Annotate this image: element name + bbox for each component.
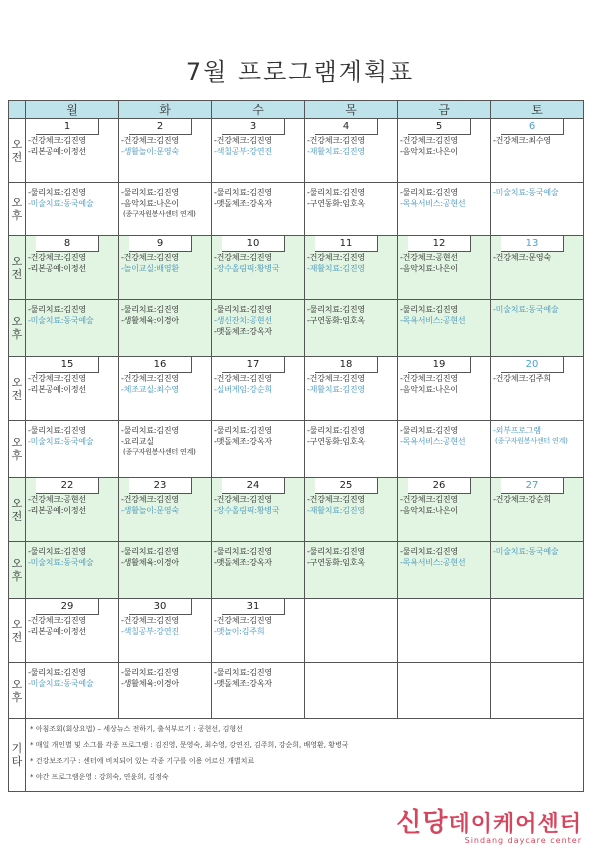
day-cell (398, 300, 491, 357)
program-entry: -놀이교실:배영환 (121, 264, 179, 273)
pm-label: 오 후 (9, 663, 26, 719)
program-entry: -목욕서비스:공현선 (400, 316, 466, 325)
weekday-fri: 금 (398, 101, 491, 119)
day-cell (119, 478, 212, 542)
program-entry: -물리치료:김진영 (400, 305, 458, 314)
day-cell (491, 542, 584, 599)
program-entry: -건강체크:강순희 (493, 495, 551, 504)
day-cell (26, 542, 119, 599)
day-cell (119, 183, 212, 236)
am-label: 오 전 (9, 119, 26, 183)
day-cell (398, 357, 491, 421)
day-cell (212, 421, 305, 478)
week-1-am-row (9, 119, 584, 183)
program-entry: -물리치료:김진영 (307, 547, 365, 556)
day-cell (491, 183, 584, 236)
program-entry: -리본공예:이정선 (28, 627, 86, 636)
program-entry: -맷돌체조:강옥자 (214, 679, 272, 688)
am-label: 오 전 (9, 236, 26, 300)
day-number: 12 (408, 236, 471, 252)
day-cell (212, 357, 305, 421)
program-entry: -물리치료:김진영 (28, 188, 86, 197)
program-entry: -장수올림픽:황병국 (214, 506, 280, 515)
day-cell (305, 599, 398, 663)
program-entry: -목욕서비스:공현선 (400, 558, 466, 567)
day-number: 23 (129, 478, 192, 494)
program-entry: -건강체크:김진영 (121, 253, 179, 262)
day-cell (398, 542, 491, 599)
weekday-sat: 토 (491, 101, 584, 119)
misc-label: 기 타 (9, 719, 26, 792)
day-cell (305, 478, 398, 542)
program-entry: -물리치료:김진영 (121, 547, 179, 556)
day-cell (305, 542, 398, 599)
program-entry: -물리치료:김진영 (214, 188, 272, 197)
logo-subtitle: Sindang daycare center (464, 836, 582, 845)
schedule-table (8, 100, 584, 792)
weekday-mon: 월 (26, 101, 119, 119)
day-cell (26, 663, 119, 719)
program-entry: -맷돌체조:강옥자 (214, 327, 272, 336)
program-entry: -음악치료:나은이 (400, 147, 458, 156)
program-entry: -건강체크:김진영 (28, 136, 86, 145)
misc-note-item: * 건강보조기구 : 센터에 비치되어 있는 각종 기구를 이용 어르신 개별치료 (30, 757, 255, 765)
program-entry: -건강체크:문영숙 (493, 253, 551, 262)
program-entry: -건강체크:김진영 (28, 616, 86, 625)
day-cell (491, 236, 584, 300)
day-number: 6 (501, 119, 564, 135)
program-entry: -미술치료:동국예술 (28, 437, 94, 446)
program-entry: -맷놀이:김주희 (214, 627, 265, 636)
day-cell (398, 183, 491, 236)
day-cell (398, 663, 491, 719)
program-entry: -목욕서비스:공현선 (400, 199, 466, 208)
day-cell (491, 599, 584, 663)
day-number: 3 (222, 119, 285, 135)
pm-label: 오 후 (9, 300, 26, 357)
day-number: 30 (129, 599, 192, 615)
logo-text-a: 신당 (396, 808, 449, 838)
day-number: 25 (315, 478, 378, 494)
misc-note-item: * 매일 개인별 및 소그룹 각종 프로그램 : 김진영, 문영숙, 최수영, 강연진, 김주희, 강순희, 배영환, 황병국 (30, 741, 349, 749)
page-title: 7월 프로그램계획표 (185, 58, 415, 86)
am-label: 오 전 (9, 357, 26, 421)
day-number (408, 599, 470, 614)
program-entry: -물리치료:김진영 (121, 188, 179, 197)
week-2-pm-row (9, 300, 584, 357)
program-entry: -건강체크:김진영 (121, 136, 179, 145)
day-number: 31 (222, 599, 285, 615)
header-corner (9, 101, 26, 119)
day-number: 16 (129, 357, 192, 373)
program-entry: -물리치료:김진영 (307, 305, 365, 314)
program-entry: -건강체크:공현선 (28, 495, 86, 504)
day-number: 22 (36, 478, 99, 494)
day-number: 17 (222, 357, 285, 373)
day-number: 15 (36, 357, 99, 373)
program-entry: -맷돌체조:강옥자 (214, 558, 272, 567)
day-number: 24 (222, 478, 285, 494)
program-entry: -건강체크:김진영 (307, 374, 365, 383)
program-entry: -건강체크:김진영 (307, 253, 365, 262)
day-cell (491, 119, 584, 183)
day-cell (119, 119, 212, 183)
day-cell (26, 119, 119, 183)
program-entry: -음악치료:나은이 (400, 385, 458, 394)
day-number: 27 (501, 478, 564, 494)
day-cell (26, 599, 119, 663)
day-cell (119, 542, 212, 599)
day-cell (398, 421, 491, 478)
program-entry: -미술치료:동국예술 (28, 679, 94, 688)
program-entry: -물리치료:김진영 (214, 547, 272, 556)
day-number: 10 (222, 236, 285, 252)
program-entry: -물리치료:김진영 (214, 305, 272, 314)
day-number: 26 (408, 478, 471, 494)
day-number: 11 (315, 236, 378, 252)
day-cell (398, 236, 491, 300)
program-entry: -물리치료:김진영 (121, 305, 179, 314)
program-entry: -맷돌체조:강옥자 (214, 437, 272, 446)
cell-note: (종구자원봉사센터 연계) (495, 437, 568, 445)
program-entry: -건강체크:김진영 (121, 495, 179, 504)
program-entry: -리본공예:이정선 (28, 385, 86, 394)
program-entry: -재활치료:김진영 (307, 506, 365, 515)
weekday-header-row (9, 101, 584, 119)
misc-note-item: * 야간 프로그램운영 : 강희숙, 연윤희, 김정숙 (30, 773, 169, 781)
pm-label: 오 후 (9, 542, 26, 599)
program-entry: -음악치료:나은이 (121, 199, 179, 208)
week-5-am-row (9, 599, 584, 663)
program-entry: -건강체크:최수영 (493, 136, 551, 145)
day-cell (212, 236, 305, 300)
program-entry: -생활놀이:문영숙 (121, 147, 179, 156)
day-cell (491, 357, 584, 421)
program-entry: -미술치료:동국예술 (493, 305, 559, 314)
day-cell (119, 421, 212, 478)
program-entry: -물리치료:김진영 (307, 188, 365, 197)
day-cell (305, 236, 398, 300)
day-cell (26, 183, 119, 236)
program-entry: -미술치료:동국예술 (28, 558, 94, 567)
day-cell (305, 663, 398, 719)
program-entry: -미술치료:동국예술 (493, 188, 559, 197)
day-cell (212, 663, 305, 719)
week-4-am-row (9, 478, 584, 542)
program-entry: -재활치료:김진영 (307, 385, 365, 394)
day-cell (212, 119, 305, 183)
day-cell (212, 542, 305, 599)
program-entry: -재활치료:김진영 (307, 147, 365, 156)
program-entry: -물리치료:김진영 (121, 426, 179, 435)
program-entry: -물리치료:김진영 (28, 547, 86, 556)
program-entry: -생신잔치:공현선 (214, 316, 272, 325)
day-cell (119, 663, 212, 719)
program-entry: -생활체육:이경아 (121, 316, 179, 325)
day-number: 29 (36, 599, 99, 615)
program-entry: -물리치료:김진영 (400, 188, 458, 197)
day-cell (26, 421, 119, 478)
day-cell (491, 663, 584, 719)
day-cell (305, 300, 398, 357)
program-entry: -요리교실 (121, 437, 154, 446)
day-cell (212, 478, 305, 542)
program-entry: -리본공예:이정선 (28, 264, 86, 273)
program-entry: -건강체크:김진영 (400, 374, 458, 383)
misc-row (9, 719, 584, 792)
program-entry: -물리치료:김진영 (214, 426, 272, 435)
program-entry: -건강체크:김진영 (121, 616, 179, 625)
day-cell (26, 357, 119, 421)
program-entry: -물리치료:김진영 (28, 426, 86, 435)
pm-label: 오 후 (9, 421, 26, 478)
day-number: 9 (129, 236, 192, 252)
misc-note-item: * 아침조회(회상요법) – 세상뉴스 전하기, 출석부르기 : 공현선, 김형선 (30, 725, 243, 733)
day-cell (491, 478, 584, 542)
program-entry: -음악치료:나은이 (400, 506, 458, 515)
week-4-pm-row (9, 542, 584, 599)
day-cell (119, 599, 212, 663)
weekday-wed: 수 (212, 101, 305, 119)
day-cell (491, 300, 584, 357)
program-entry: -건강체크:김진영 (307, 495, 365, 504)
day-number: 2 (129, 119, 192, 135)
program-entry: -미술치료:동국예술 (493, 547, 559, 556)
day-number: 18 (315, 357, 378, 373)
program-entry: -건강체크:김진영 (400, 495, 458, 504)
day-number (315, 599, 377, 614)
day-cell (491, 421, 584, 478)
day-cell (398, 119, 491, 183)
weekday-thu: 목 (305, 101, 398, 119)
program-entry: -구연동화:임호옥 (307, 199, 365, 208)
program-entry: -구연동화:임호옥 (307, 437, 365, 446)
program-entry: -건강체크:김진영 (214, 495, 272, 504)
program-entry: -생활놀이:문영숙 (121, 506, 179, 515)
center-logo (396, 802, 582, 845)
program-entry: -건강체크:김진영 (400, 136, 458, 145)
program-entry: -색칠공부:강연진 (214, 147, 272, 156)
day-cell (212, 300, 305, 357)
day-number: 13 (501, 236, 564, 252)
program-entry: -물리치료:김진영 (28, 305, 86, 314)
day-cell (305, 119, 398, 183)
day-cell (398, 599, 491, 663)
week-3-am-row (9, 357, 584, 421)
day-cell (119, 357, 212, 421)
day-cell (26, 236, 119, 300)
program-entry: -구연동화:임호옥 (307, 316, 365, 325)
program-entry: -물리치료:김진영 (28, 668, 86, 677)
day-number: 5 (408, 119, 471, 135)
program-entry: -건강체크:공현선 (400, 253, 458, 262)
week-3-pm-row (9, 421, 584, 478)
week-5-pm-row (9, 663, 584, 719)
program-entry: -물리치료:김진영 (214, 668, 272, 677)
weekday-tue: 화 (119, 101, 212, 119)
day-number: 1 (36, 119, 99, 135)
program-entry: -음악치료:나은이 (400, 264, 458, 273)
cell-note: (종구자원봉사센터 연계) (123, 210, 196, 218)
day-cell (305, 357, 398, 421)
day-cell (398, 478, 491, 542)
day-number: 19 (408, 357, 471, 373)
program-entry: -건강체크:김진영 (307, 136, 365, 145)
day-cell (119, 300, 212, 357)
program-entry: -구연동화:임호옥 (307, 558, 365, 567)
pm-label: 오 후 (9, 183, 26, 236)
program-entry: -실버게임:강순희 (214, 385, 272, 394)
program-entry: -건강체크:김진영 (28, 374, 86, 383)
program-entry: -리본공예:이정선 (28, 506, 86, 515)
week-1-pm-row (9, 183, 584, 236)
program-entry: -물리치료:김진영 (121, 668, 179, 677)
program-entry: -건강체크:김주희 (493, 374, 551, 383)
day-cell (212, 599, 305, 663)
day-cell (26, 478, 119, 542)
program-entry: -건강체크:김진영 (121, 374, 179, 383)
day-number: 20 (501, 357, 564, 373)
program-entry: -물리치료:김진영 (400, 426, 458, 435)
day-number: 8 (36, 236, 99, 252)
cell-note: (종구자원봉사센터 연계) (123, 448, 196, 456)
program-entry: -생활체육:이경아 (121, 558, 179, 567)
program-entry: -미술치료:동국예술 (28, 316, 94, 325)
program-entry: -건강체크:김진영 (28, 253, 86, 262)
am-label: 오 전 (9, 478, 26, 542)
program-entry: -물리치료:김진영 (400, 547, 458, 556)
day-number (501, 599, 563, 614)
am-label: 오 전 (9, 599, 26, 663)
logo-text-b: 데이케어센터 (448, 812, 582, 837)
day-cell (305, 421, 398, 478)
day-cell (305, 183, 398, 236)
program-entry: -건강체크:김진영 (214, 374, 272, 383)
program-entry: -생활체육:이경아 (121, 679, 179, 688)
program-entry: -건강체크:김진영 (214, 616, 272, 625)
program-entry: -리본공예:이정선 (28, 147, 86, 156)
day-cell (119, 236, 212, 300)
program-entry: -외부프로그램 (493, 426, 541, 435)
program-entry: -맷돌체조:강옥자 (214, 199, 272, 208)
program-entry: -목욕서비스:공현선 (400, 437, 466, 446)
day-cell (212, 183, 305, 236)
program-entry: -장수올림픽:황병국 (214, 264, 280, 273)
program-entry: -체조교실:최수영 (121, 385, 179, 394)
program-entry: -색칠공부:강연진 (121, 627, 179, 636)
program-entry: -물리치료:김진영 (307, 426, 365, 435)
program-entry: -미술치료:동국예술 (28, 199, 94, 208)
day-number: 4 (315, 119, 378, 135)
misc-notes (26, 719, 584, 792)
program-entry: -건강체크:김진영 (214, 136, 272, 145)
program-entry: -건강체크:김진영 (214, 253, 272, 262)
program-entry: -재활치료:김진영 (307, 264, 365, 273)
week-2-am-row (9, 236, 584, 300)
day-cell (26, 300, 119, 357)
